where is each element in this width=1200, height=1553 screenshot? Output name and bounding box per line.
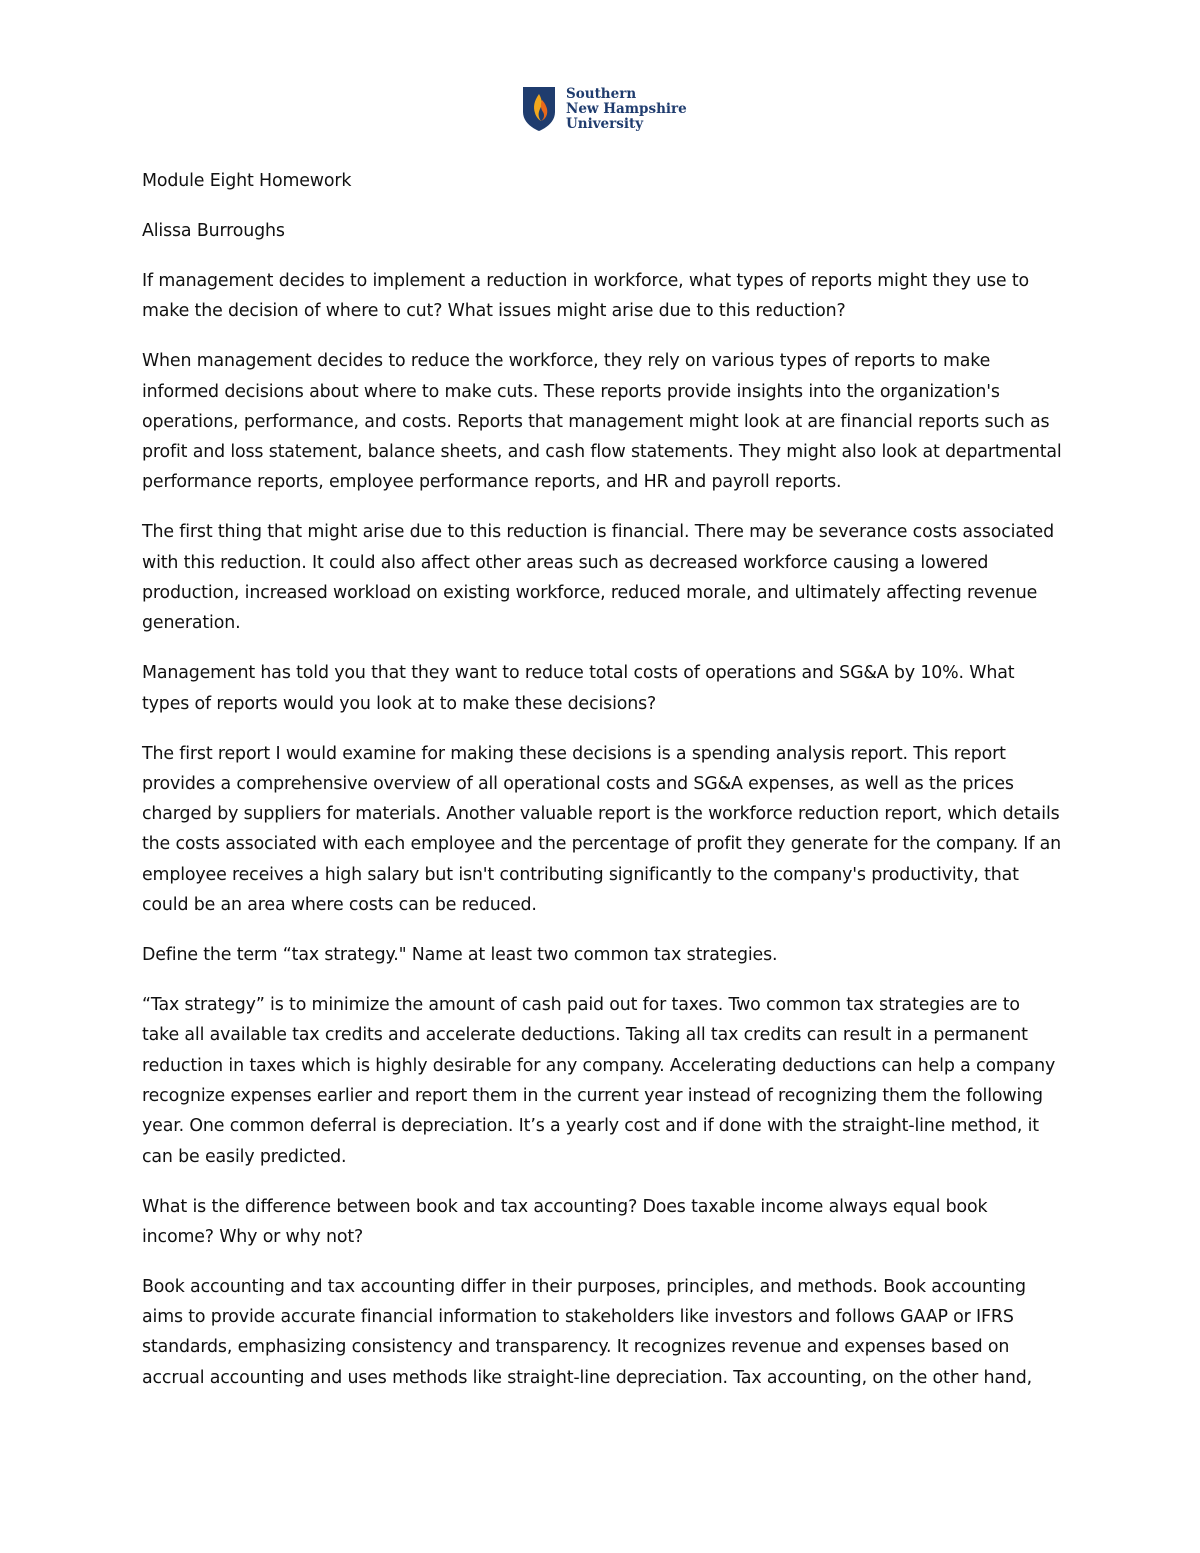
answer-2: The first report I would examine for making these decisions is a spending analysis report. This report provides a comprehensive overview of all operational costs and SG&A expenses, as well as the prices charged by suppliers for materials. Another valuable report is the workforce reduction report, which details the costs associated with each employee and the percentage of profit they generate for the company. If an employee receives a high salary but isn't contributing significantly to the company's productivity, that could be an area where costs can be reduced. xyxy=(142,743,1062,916)
logo-line-1: Southern xyxy=(566,85,637,102)
question-1: If management decides to implement a reduction in workforce, what types of reports might they use to make the decision of where to cut? What issues might arise due to this reduction? xyxy=(142,270,1030,322)
university-logo xyxy=(522,84,692,134)
author-name: Alissa Burroughs xyxy=(142,220,285,241)
answer-4: Book accounting and tax accounting differ in their purposes, principles, and methods. Book accounting aims to provide accurate financial information to stakeholders like investors and follows GAAP or IFRS standards, emphasizing consistency and transparency. It recognizes revenue and expenses based on accrual accounting and uses methods like straight-line depreciation. Tax accounting, on the other hand, xyxy=(142,1276,1033,1388)
document-body xyxy=(142,166,1062,1413)
answer-1a: When management decides to reduce the workforce, they rely on various types of reports to make informed decisions about where to make cuts. These reports provide insights into the organization's operations, performance, and costs. Reports that management might look at are financial reports such as profit and loss statement, balance sheets, and cash flow statements. They might also look at departmental performance reports, employee performance reports, and HR and payroll reports. xyxy=(142,351,1062,493)
question-2: Management has told you that they want to reduce total costs of operations and SG&A by 10%. What types of reports would you look at to make these decisions? xyxy=(142,663,1015,714)
logo-wordmark xyxy=(566,87,687,132)
answer-3: “Tax strategy” is to minimize the amount of cash paid out for taxes. Two common tax strategies are to take all available tax credits and accelerate deductions. Taking all tax credits can result in a permanent reduction in taxes which is highly desirable for any company. Accelerating deductions can help a company recognize expenses earlier and report them in the current year instead of recognizing them the following year. One common deferral is depreciation. It’s a yearly cost and if done with the straight-line method, it can be easily predicted. xyxy=(142,995,1056,1167)
question-3: Define the term “tax strategy." Name at least two common tax strategies. xyxy=(142,945,778,966)
shield-flame-icon xyxy=(522,86,556,132)
document-title: Module Eight Homework xyxy=(142,171,352,191)
question-4: What is the difference between book and tax accounting? Does taxable income always equal book income? Why or why not? xyxy=(142,1196,988,1247)
logo-line-3: University xyxy=(566,115,644,132)
logo-line-2: New Hampshire xyxy=(566,100,687,117)
answer-1b: The first thing that might arise due to this reduction is financial. There may be severance costs associated with this reduction. It could also affect other areas such as decreased workforce causing a lowered production, increased workload on existing workforce, reduced morale, and ultimately affecting revenue generation. xyxy=(142,522,1054,634)
